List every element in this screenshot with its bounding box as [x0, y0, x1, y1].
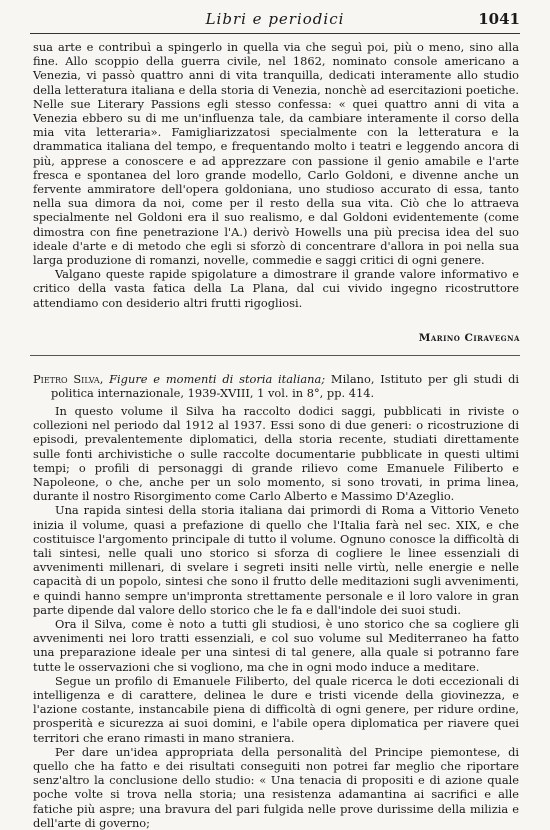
- page-number: 1041: [478, 10, 520, 28]
- book-reference: [33, 372, 519, 400]
- paragraph: Valgano queste rapide spigolature a dimostrare il grande valore informativo e critico della vasta fatica della La Plana, dal cui vivido ingegno ricostruttore attendiamo con desiderio altri frutti rigogliosi.: [33, 267, 519, 310]
- paragraph: In questo volume il Silva ha raccolto dodici saggi, pubblicati in riviste o collezioni nel periodo dal 1912 al 1937. Essi sono di due generi: o ricostruzione di episodi, prevalentemente diplomatici, della storia recente, studiati direttamente sulle fonti archivistiche o sulle raccolte documentarie pubblicate in questi ultimi tempi; o profili di personaggi di grande rilievo come Emanuele Filiberto e Napoleone, o che, anche per un solo momento, si sono trovati, in prima linea, durante il nostro Risorgimento come Carlo Alberto e Massimo D'Azeglio.: [33, 404, 519, 504]
- book-publication: Milano, Istituto per gli studi di politica internazionale, 1939-XVIII, 1 vol. in 8°, pp. 414.: [51, 372, 520, 401]
- reviewer-signature: Marino Ciravegna: [418, 332, 520, 344]
- running-head: Libri e periodici: [205, 10, 345, 28]
- book-title: Figure e momenti di storia italiana;: [109, 372, 326, 386]
- section-divider: [30, 355, 520, 356]
- review-continuation: [33, 40, 519, 310]
- book-author: Pietro Silva,: [33, 372, 104, 386]
- paragraph: Una rapida sintesi della storia italiana dai primordi di Roma a Vittorio Veneto inizia il volume, quasi a prefazione di quello che l'Italia farà nel sec. XIX, e che costituisce l'argomento principale di tutto il volume. Ognuno conosce la difficoltà di tali sintesi, nelle quali uno storico si sforza di cogliere le linee essenziali di avvenimenti millenari, di svelare i segreti insiti nelle virtù, nelle energie e nelle capacità di un popolo, sintesi che sono il frutto delle meditazioni sugli avvenimenti, e quindi hanno sempre un'impronta strettamente personale e il loro valore in gran parte dipende dal valore dello storico che le fa e dall'indole dei suoi studi.: [33, 503, 519, 617]
- review-body: [33, 404, 519, 830]
- paragraph: sua arte e contribuì a spingerlo in quella via che seguì poi, più o meno, sino alla fine. Allo scoppio della guerra civile, nel 1862, nominato console americano a Venezia, vi passò quattro anni di vita tranquilla, dedicati interamente allo studio della letteratura italiana e della storia di Venezia, nonchè ad esercitazioni poetiche. Nelle sue Literary Passions egli stesso confessa: « quei quattro anni di vita a Venezia ebbero su di me un'influenza tale, da cambiare interamente il corso della mia vita letteraria». Famigliarizzatosi specialmente con la letteratura e la drammatica italiana del tempo, e frequentando molto i teatri e leggendo ancora di più, apprese a conoscere e ad apprezzare con passione il genio amabile e l'arte fresca e spontanea del loro grande modello, Carlo Goldoni, e divenne anche un fervente ammiratore dell'opera goldoniana, uno studioso accurato di essa, tanto nella sua dimora da noi, come per il resto della sua vita. Ciò che lo attraeva specialmente nel Goldoni era il suo realismo, e dal Goldoni evidentemente (come dimostra con fine penetrazione l'A.) derivò Howells una più precisa idea del suo ideale d'arte e di metodo che egli si sforzò di concentrare d'allora in poi nella sua larga produzione di romanzi, novelle, commedie e saggi critici di ogni genere.: [33, 40, 519, 268]
- page-header: [30, 10, 520, 32]
- header-rule: [30, 33, 520, 34]
- paragraph: Per dare un'idea appropriata della personalità del Principe piemontese, di quello che ha fatto e dei risultati conseguiti non potrei far meglio che riportare senz'altro la conclusione dello studio: « Una tenacia di propositi e di azione quale poche volte si trova nella storia; una resistenza adamantina ai sacrifici e alle fatiche più aspre; una bravura del pari fulgida nelle prove durissime della milizia e dell'arte di governo;: [33, 744, 519, 830]
- paragraph: Segue un profilo di Emanuele Filiberto, del quale ricerca le doti eccezionali di intelligenza e di carattere, delinea le dure e tristi vicende della giovinezza, e l'azione costante, instancabile piena di difficoltà di ogni genere, per ridure ordine, prosperità e sicurezza ai suoi domini, e l'abile opera diplomatica per riavere quei territori che erano rimasti in mano straniera.: [33, 673, 519, 745]
- paragraph: Ora il Silva, come è noto a tutti gli studiosi, è uno storico che sa cogliere gli avvenimenti nei loro tratti essenziali, e col suo volume sul Mediterraneo ha fatto una preparazione ideale per una sintesi di tal genere, alla quale si potranno fare tutte le osservazioni che si vogliono, ma che in ogni modo induce a meditare.: [33, 617, 519, 674]
